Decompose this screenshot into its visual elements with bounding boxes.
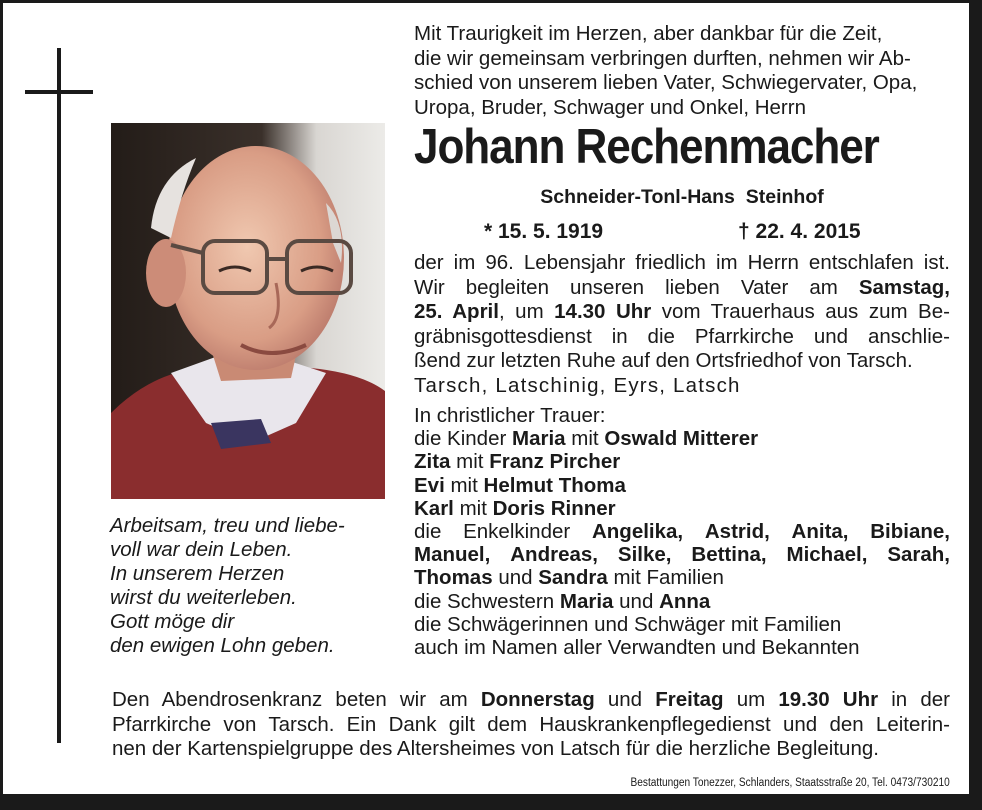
birth-date: * 15. 5. 1919 <box>484 220 604 243</box>
text-segment: die Kinder <box>414 427 507 451</box>
text-segment: und <box>498 566 533 590</box>
name-bold: Zita <box>414 450 451 474</box>
body-line: der im 96. Lebensjahr friedlich im Herrn entschlafen ist. <box>414 251 950 274</box>
funeral-day: Samstag, <box>858 275 950 299</box>
list-item <box>414 450 950 473</box>
list-item <box>414 566 950 589</box>
name-bold: Karl <box>414 496 454 520</box>
name-bold: Maria <box>512 427 566 451</box>
name-bold: Oswald Mitterer <box>604 427 759 451</box>
footer-line <box>112 688 950 713</box>
funeral-time: 14.30 Uhr <box>554 300 652 323</box>
list-item <box>414 474 950 497</box>
name-bold: Franz Pircher <box>489 450 621 474</box>
name-bold: Anita, <box>791 519 849 543</box>
name-bold: Andreas, <box>510 543 598 567</box>
poem-line: den ewigen Lohn geben. <box>110 634 335 657</box>
rosary-day: Freitag <box>655 688 724 711</box>
name-bold: Silke, <box>617 543 672 567</box>
text-segment: um <box>736 688 766 711</box>
name-bold: Bettina, <box>691 543 767 567</box>
poem-line: Gott möge dir <box>110 610 235 633</box>
name-bold: Manuel, <box>414 543 491 567</box>
intro-line: schied von unserem lieben Vater, Schwiegervater, Opa, <box>414 71 918 94</box>
body-line: ßend zur letzten Ruhe auf den Ortsfriedhof von Tarsch. <box>414 349 913 372</box>
name-bold: Bibiane, <box>870 519 950 543</box>
mourners-list <box>414 404 950 659</box>
name-bold: Sandra <box>538 566 608 590</box>
deceased-name: Johann Rechenmacher <box>414 120 879 174</box>
poem-line: voll war dein Leben. <box>110 538 293 561</box>
text-segment: mit <box>450 473 478 497</box>
funeral-home-credit: Bestattungen Tonezzer, Schlanders, Staatsstraße 20, Tel. 0473/730210 <box>630 777 950 789</box>
name-bold: Michael, <box>786 543 868 567</box>
body-line <box>414 276 950 301</box>
text-segment: Den Abendrosenkranz beten wir am <box>112 688 468 711</box>
name-bold: Angelika, <box>591 519 684 543</box>
funeral-details <box>414 251 950 374</box>
intro-line: Uropa, Bruder, Schwager und Onkel, Herrn <box>414 95 806 119</box>
death-date: † 22. 4. 2015 <box>738 220 861 243</box>
rosary-day: Donnerstag <box>480 688 595 711</box>
text-segment: die Schwestern <box>414 589 555 613</box>
poem-line: Arbeitsam, treu und liebe- <box>110 514 345 537</box>
poem-line: In unserem Herzen <box>110 562 285 585</box>
cross-icon-horizontal <box>25 90 93 94</box>
list-item <box>414 520 950 543</box>
text-segment: die Enkelkinder <box>414 519 571 543</box>
mourners-heading: In christlicher Trauer: <box>414 404 606 427</box>
body-line: gräbnisgottesdienst in die Pfarrkirche und anschlie- <box>414 324 950 348</box>
poem <box>110 514 400 658</box>
body-text-segment: vom Trauerhaus aus zum Be- <box>661 300 950 323</box>
list-item <box>414 590 950 613</box>
poem-line: wirst du weiterleben. <box>110 586 297 609</box>
footer-line: nen der Kartenspielgruppe des Altersheimes von Latsch für die herzliche Begleitung. <box>112 737 879 760</box>
intro-text <box>414 22 954 120</box>
footer-line: Pfarrkirche von Tarsch. Ein Dank gilt dem Hauskrankenpflegedienst und den Leiterin- <box>112 712 950 736</box>
name-bold: Sarah, <box>887 543 950 567</box>
text-segment: mit <box>456 450 484 474</box>
name-bold: Astrid, <box>704 519 770 543</box>
text-segment: und <box>619 589 654 613</box>
text-segment: in der <box>891 688 950 711</box>
cross-icon-vertical <box>57 48 61 743</box>
places: Tarsch, Latschinig, Eyrs, Latsch <box>414 374 741 397</box>
nickname: Schneider-Tonl-Hans Steinhof <box>540 186 824 208</box>
list-item <box>414 543 950 566</box>
name-bold: Helmut Thoma <box>483 473 626 497</box>
rosary-notice <box>112 688 950 762</box>
body-text-segment: Wir begleiten unseren lieben Vater am <box>414 275 838 299</box>
rosary-time: 19.30 Uhr <box>778 688 879 711</box>
text-segment: mit Familien <box>613 566 724 590</box>
text-segment: und <box>607 688 643 711</box>
list-item: die Schwägerinnen und Schwäger mit Familien <box>414 612 842 636</box>
list-item <box>414 427 950 450</box>
text-segment: mit <box>571 427 599 451</box>
list-item <box>414 497 950 520</box>
body-text-segment: , um <box>498 300 544 323</box>
portrait-illustration <box>111 123 385 499</box>
funeral-date: 25. April <box>414 300 499 323</box>
text-segment: mit <box>459 496 487 520</box>
intro-line: die wir gemeinsam verbringen durften, nehmen wir Ab- <box>414 46 911 70</box>
name-bold: Maria <box>559 589 614 613</box>
name-bold: Thomas <box>414 566 493 590</box>
portrait-photo <box>111 123 385 499</box>
intro-line: Mit Traurigkeit im Herzen, aber dankbar für die Zeit, <box>414 22 883 45</box>
list-item: auch im Namen aller Verwandten und Bekannten <box>414 635 860 659</box>
name-bold: Evi <box>414 473 445 497</box>
body-line <box>414 300 950 325</box>
name-bold: Doris Rinner <box>492 496 616 520</box>
name-bold: Anna <box>659 589 711 613</box>
